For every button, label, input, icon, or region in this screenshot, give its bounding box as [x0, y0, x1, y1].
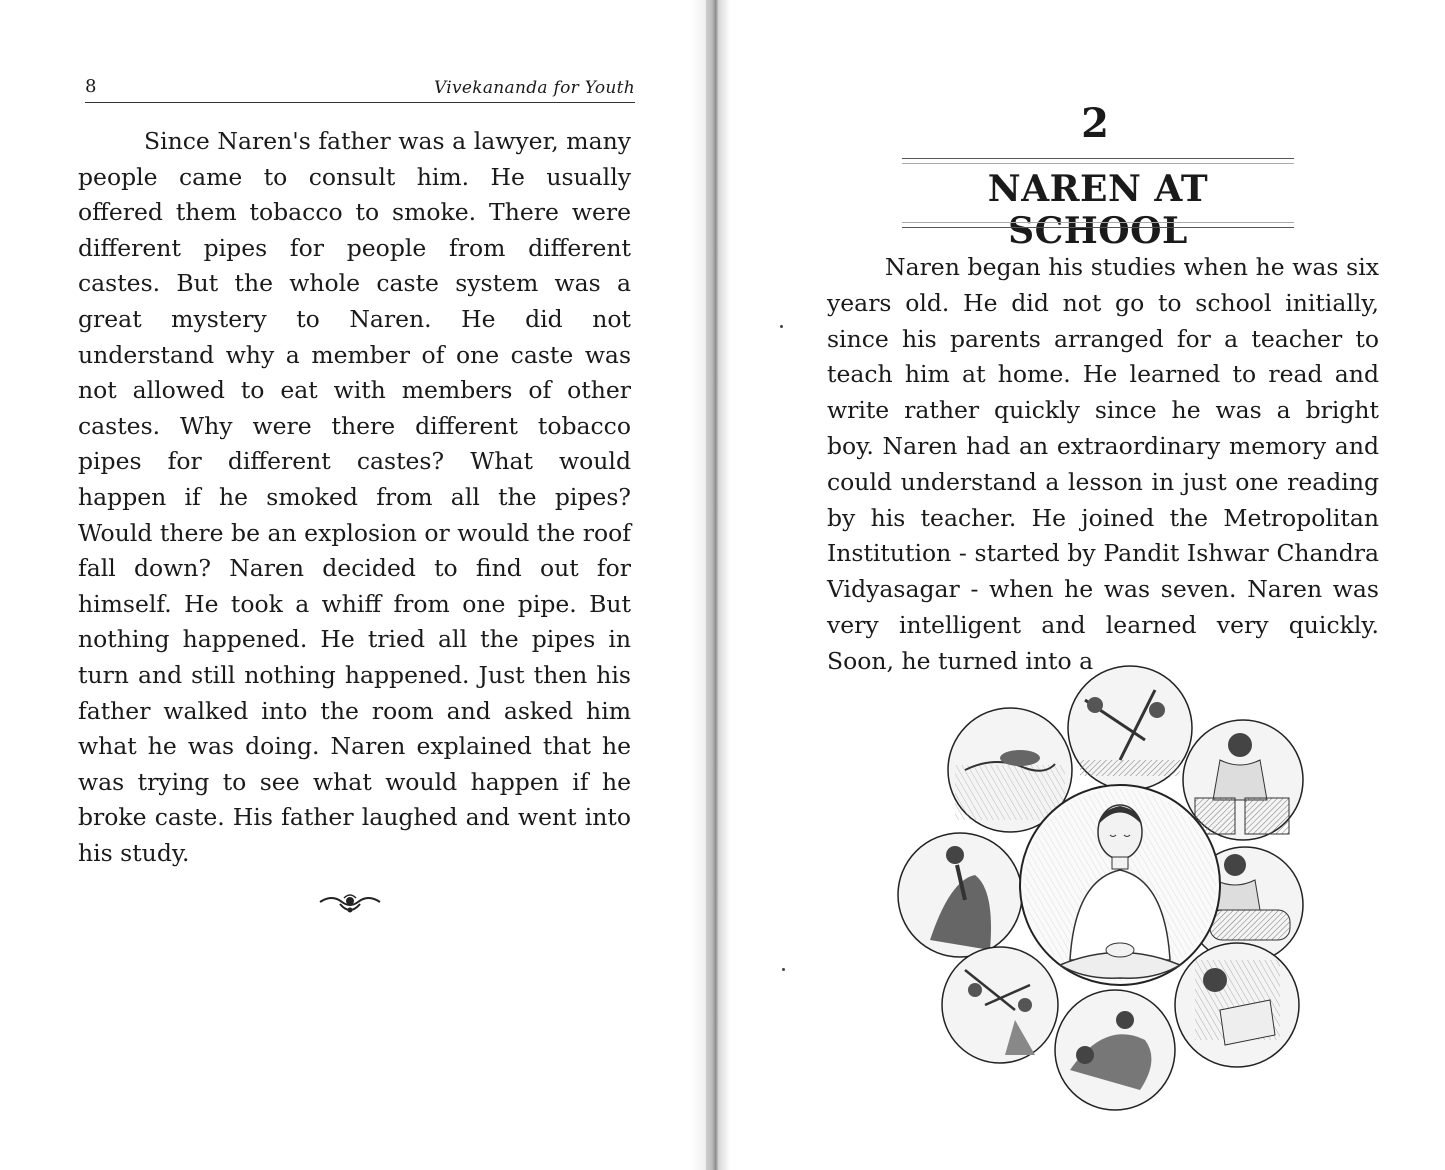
- left-page: [0, 0, 700, 1170]
- running-title: Vivekananda for Youth: [433, 78, 635, 98]
- chapter-title-rule-bottom: [902, 222, 1294, 228]
- right-body-paragraph: Naren began his studies when he was six years old. He did not go to school initially, since his parents arranged for a teacher to teach him at home. He learned to read and write rather quickly since he was a bright boy. Naren had an extraordinary memory and could understand a lesson in just one reading by his teacher. He joined the Metropolitan Institution - started by Pandit Ishwar Chandra Vidyasagar - when he was seven. Naren was very intelligent and learned very quickly. Soon, he turned into a: [827, 253, 1379, 675]
- vignette-fencing-sticks: [1068, 666, 1192, 790]
- chapter-number: 2: [1081, 100, 1109, 147]
- vignette-sword-fencing: [942, 947, 1058, 1063]
- speck: [780, 325, 783, 328]
- vignette-horse-riding: [898, 833, 1022, 957]
- vignette-wrestling: [1055, 990, 1175, 1110]
- running-header: [85, 76, 635, 103]
- vignette-reading-books: [1175, 943, 1299, 1067]
- left-body-paragraph: Since Naren's father was a lawyer, many people came to consult him. He usually offered them tobacco to smoke. There were different pipes for people from different castes. But the whole caste system was a great mystery to Naren. He did not understand why a member of one caste was not allowed to eat with members of other castes. Why were there different tobacco pipes for different castes? What would happen if he smoked from all the pipes? Would there be an explosion or would the roof fall down? Naren decided to find out for himself. He took a whiff from one pipe. But nothing happened. He tried all the pipes in turn and still nothing happened. Just then his father walked into the room and asked him what he was doing. Naren explained that he was trying to see what would happen if he broke caste. His father laughed and went into his study.: [78, 127, 631, 867]
- page-number: 8: [85, 76, 97, 97]
- chapter-title: NAREN AT SCHOOL: [987, 168, 1209, 252]
- speck: [782, 968, 785, 971]
- meditation-collage-illustration-icon: [895, 660, 1315, 1120]
- vignette-tabla-drums: [1183, 720, 1303, 840]
- central-meditating-figure: [1020, 785, 1220, 985]
- section-end-ornament-icon: [318, 890, 382, 918]
- chapter-title-rule-top: [902, 158, 1294, 164]
- gutter-shadow: [706, 0, 714, 1170]
